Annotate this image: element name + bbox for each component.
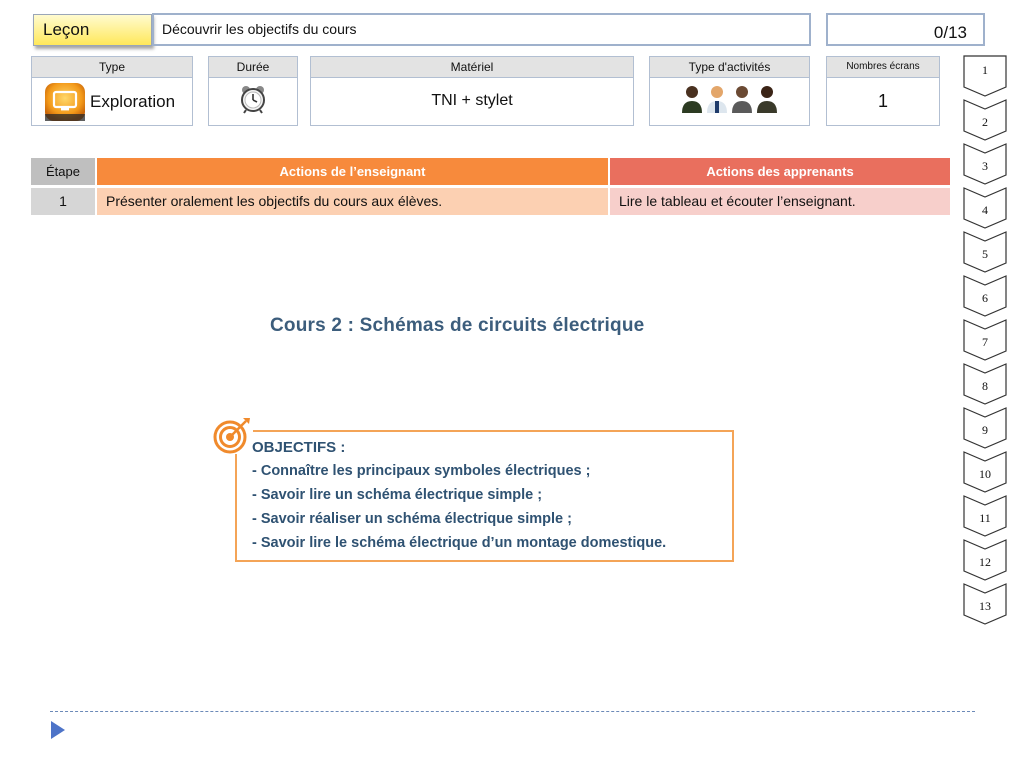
objective-item: - Savoir lire un schéma électrique simple ; xyxy=(252,487,543,503)
screen-nav-6[interactable] xyxy=(963,275,1007,317)
screen-nav-label: 9 xyxy=(982,423,988,437)
materiel-label: Matériel xyxy=(311,57,633,78)
type-value: Exploration xyxy=(90,91,176,111)
table-row-apprenants: Lire le tableau et écouter l’enseignant. xyxy=(610,188,950,215)
screen-nav-label: 6 xyxy=(982,291,988,305)
footer-divider xyxy=(50,711,975,712)
people-group-icon xyxy=(680,84,780,119)
screen-nav-label: 5 xyxy=(982,247,988,261)
target-icon xyxy=(213,414,253,454)
screen-nav-10[interactable] xyxy=(963,451,1007,493)
lecon-label: Leçon xyxy=(33,14,152,46)
screen-nav-8[interactable] xyxy=(963,363,1007,405)
type-label: Type xyxy=(32,57,192,78)
objective-item: - Savoir réaliser un schéma électrique simple ; xyxy=(252,511,572,527)
duree-cell xyxy=(208,56,298,126)
screen-nav-label: 3 xyxy=(982,159,988,173)
enseignant-header: Actions de l’enseignant xyxy=(97,158,608,185)
duree-label: Durée xyxy=(209,57,297,78)
alarm-clock-icon xyxy=(238,84,268,119)
screen-nav-label: 12 xyxy=(979,555,991,569)
screen-nav-9[interactable] xyxy=(963,407,1007,449)
screen-nav-12[interactable] xyxy=(963,539,1007,581)
screen-nav-13[interactable] xyxy=(963,583,1007,625)
table-row-etape: 1 xyxy=(31,188,95,215)
activites-label: Type d'activités xyxy=(650,57,809,78)
screen-nav-2[interactable] xyxy=(963,99,1007,141)
play-arrow-icon[interactable] xyxy=(51,721,65,739)
screen-nav-7[interactable] xyxy=(963,319,1007,361)
type-cell xyxy=(31,56,193,126)
screen-nav-1[interactable] xyxy=(963,55,1007,97)
etape-header: Étape xyxy=(31,158,95,185)
screen-nav-label: 8 xyxy=(982,379,988,393)
materiel-cell xyxy=(310,56,634,126)
table-row-enseignant: Présenter oralement les objectifs du cours aux élèves. xyxy=(97,188,608,215)
ecrans-label: Nombres écrans xyxy=(827,57,939,78)
screen-nav-label: 7 xyxy=(982,335,988,349)
screen-nav-11[interactable] xyxy=(963,495,1007,537)
screen-counter: 0/13 xyxy=(826,13,985,46)
screen-nav-5[interactable] xyxy=(963,231,1007,273)
ecrans-value: 1 xyxy=(877,91,888,111)
lesson-title-field: Découvrir les objectifs du cours xyxy=(152,13,811,46)
screen-nav-3[interactable] xyxy=(963,143,1007,185)
apprenants-header: Actions des apprenants xyxy=(610,158,950,185)
objective-item: - Savoir lire le schéma électrique d’un montage domestique. xyxy=(252,535,667,551)
objectives-title: OBJECTIFS : xyxy=(252,439,346,456)
materiel-value: TNI + stylet xyxy=(431,92,513,109)
ecrans-cell xyxy=(826,56,940,126)
screen-nav-label: 2 xyxy=(982,115,988,129)
screen-nav-label: 4 xyxy=(982,203,988,217)
screen-nav-label: 10 xyxy=(979,467,991,481)
screen-nav-label: 11 xyxy=(979,511,991,525)
screen-nav-label: 13 xyxy=(979,599,991,613)
activites-cell xyxy=(649,56,810,126)
monitor-icon xyxy=(44,82,86,122)
screen-nav-4[interactable] xyxy=(963,187,1007,229)
screen-nav-label: 1 xyxy=(982,63,988,77)
objective-item: - Connaître les principaux symboles électriques ; xyxy=(252,463,591,479)
course-title: Cours 2 : Schémas de circuits électrique xyxy=(270,315,645,336)
